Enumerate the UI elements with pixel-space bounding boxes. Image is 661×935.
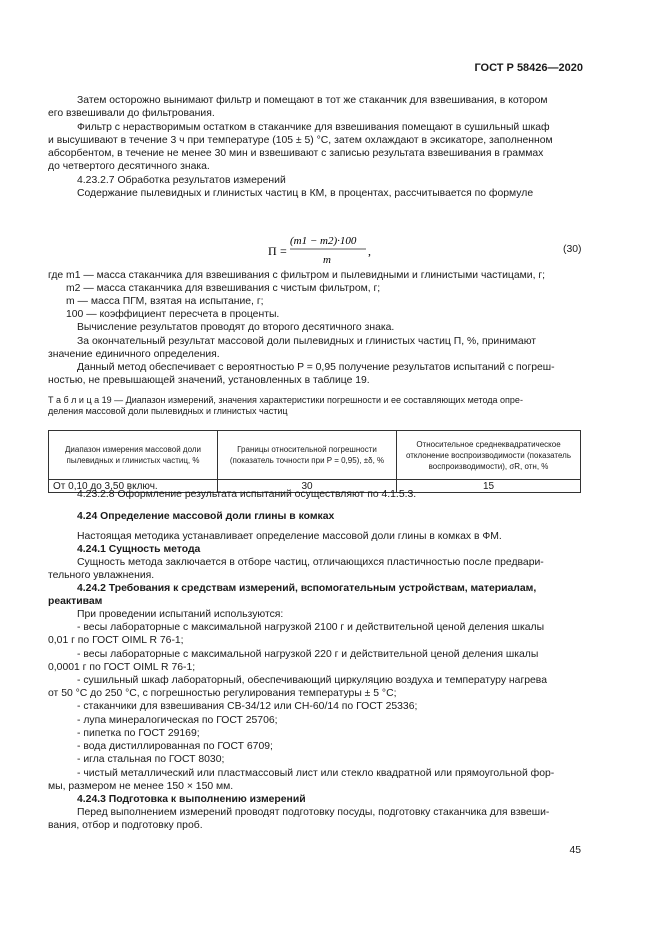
text-line: Затем осторожно вынимают фильтр и помещают в тот же стаканчик для взвешивания, в котором — [77, 95, 548, 106]
list-item: - лупа минералогическая по ГОСТ 25706; — [77, 715, 278, 726]
table-header-cell: Границы относительной погрешности (показатель точности при P = 0,95), ±δ, % — [218, 431, 397, 480]
section-heading: 4.24 Определение массовой доли глины в комках — [77, 511, 335, 522]
text-line: 4.23.2.8 Оформление результата испытаний осуществляют по 4.1.5.3. — [77, 489, 417, 500]
table-cell: 30 — [218, 480, 397, 493]
table-cell: 15 — [397, 480, 581, 493]
svg-text:,: , — [368, 244, 371, 258]
section-heading: 4.24.2 Требования к средствам измерений, вспомогательным устройствам, материалам, — [77, 583, 537, 594]
text-line: Вычисление результатов проводят до второго десятичного знака. — [77, 322, 395, 333]
text-line: Фильтр с нерастворимым остатком в стаканчике для взвешивания помещают в сушильный шкаф — [77, 122, 550, 133]
definition-line: 100 — коэффициент пересчета в проценты. — [66, 309, 280, 320]
list-item: - пипетка по ГОСТ 29169; — [77, 728, 200, 739]
list-item: 0,01 г по ГОСТ OIML R 76-1; — [48, 635, 184, 646]
table-cell: От 0,10 до 3,50 включ. — [49, 480, 218, 493]
text-line: За окончательный результат массовой доли пылевидных и глинистых частиц П, %, принимают — [77, 336, 537, 347]
table-19 — [48, 430, 581, 493]
section-heading: 4.24.1 Сущность метода — [77, 544, 201, 555]
page-number: 45 — [569, 845, 581, 856]
table-caption: деления массовой доли пылевидных и глинистых частиц — [48, 406, 288, 416]
list-item: - весы лабораторные с максимальной нагрузкой 2100 г и действительной ценой деления шкалы — [77, 622, 545, 633]
formula-number: (30) — [563, 244, 582, 255]
text-line: Сущность метода заключается в отборе частиц, отличающихся пластичностью после предвари- — [77, 557, 544, 568]
svg-text:=: = — [280, 244, 287, 258]
text-line: Перед выполнением измерений проводят подготовку посуды, подготовку стаканчика для взвеши- — [77, 807, 550, 818]
list-item: - чистый металлический или пластмассовый лист или стекло квадратной или прямоугольной фор- — [77, 768, 555, 779]
text-line: до четвертого десятичного знака. — [48, 161, 210, 172]
list-item: - вода дистиллированная по ГОСТ 6709; — [77, 741, 273, 752]
table-header-cell: Относительное среднеквадратическое отклонение воспроизводимости (показатель воспроизводимости), σR, отн, % — [397, 431, 581, 480]
text-line: При проведении испытаний используются: — [77, 609, 284, 620]
text-line: Настоящая методика устанавливает определение массовой доли глины в комках в ФМ. — [77, 531, 502, 542]
definition-line: m2 — масса стаканчика для взвешивания с чистым фильтром, г; — [66, 283, 381, 294]
text-line: тельного увлажнения. — [48, 570, 155, 581]
text-line: ностью, не превышающей значений, установленных в таблице 19. — [48, 375, 370, 386]
formula-numerator: (m1 − m2)·100 — [290, 235, 357, 247]
section-heading: реактивам — [48, 596, 103, 607]
text-line: и высушивают в течение 3 ч при температуре (105 ± 5) °С, затем охлаждают в эксикаторе, заполненном — [48, 135, 553, 146]
section-heading: 4.24.3 Подготовка к выполнению измерений — [77, 794, 306, 805]
formula-denominator: m — [323, 254, 331, 266]
definition-line: где m1 — масса стаканчика для взвешивания с фильтром и пылевидными и глинистыми частицами, г; — [48, 270, 546, 281]
table-header-cell: Диапазон измерения массовой доли пылевидных и глинистых частиц, % — [49, 431, 218, 480]
text-line: его взвешивали до фильтрования. — [48, 108, 215, 119]
definition-line: m — масса ПГМ, взятая на испытание, г; — [66, 296, 264, 307]
formula-fraction — [268, 233, 388, 269]
list-item: - игла стальная по ГОСТ 8030; — [77, 754, 225, 765]
list-item: - сушильный шкаф лабораторный, обеспечивающий циркуляцию воздуха и температуру нагрева — [77, 675, 547, 686]
text-line: Содержание пылевидных и глинистых частиц в КМ, в процентах, рассчитывается по формуле — [77, 188, 534, 199]
table-caption: Т а б л и ц а 19 — Диапазон измерений, значения характеристики погрешности и ее составляющих метода опре- — [48, 395, 523, 405]
list-item: мы, размером не менее 150 × 150 мм. — [48, 781, 234, 792]
text-line: Данный метод обеспечивает с вероятностью P = 0,95 получение результатов испытаний с погреш- — [77, 362, 555, 373]
section-heading: 4.23.2.7 Обработка результатов измерений — [77, 175, 286, 186]
list-item: 0,0001 г по ГОСТ OIML R 76-1; — [48, 662, 196, 673]
formula-lhs: П — [268, 244, 277, 258]
list-item: от 50 °С до 250 °С, с погрешностью регулирования температуры ± 5 °С; — [48, 688, 397, 699]
list-item: - стаканчики для взвешивания СВ-34/12 или СН-60/14 по ГОСТ 25336; — [77, 701, 418, 712]
text-line: вания, отбор и подготовку проб. — [48, 820, 203, 831]
text-line: абсорбентом, в течение не менее 30 мин и взвешивают с записью результата взвешивания в граммах — [48, 148, 544, 159]
document-number: ГОСТ Р 58426—2020 — [474, 62, 583, 74]
list-item: - весы лабораторные с максимальной нагрузкой 220 г и действительной ценой деления шкалы — [77, 649, 539, 660]
table-header-row — [49, 431, 581, 480]
text-line: значение единичного определения. — [48, 349, 220, 360]
formula — [268, 233, 388, 272]
